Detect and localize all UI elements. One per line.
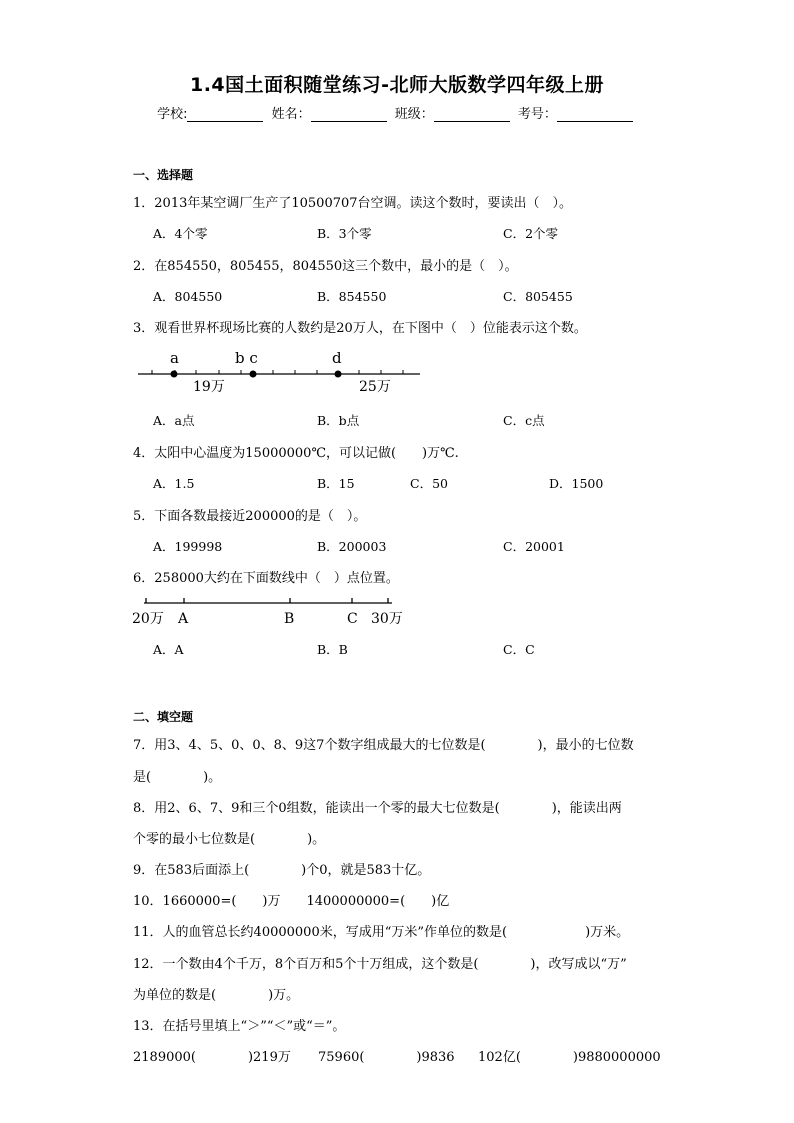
q3-option-b[interactable]: B．b点 (317, 413, 360, 428)
question-10: 10．1660000=( )万 1400000000=( )亿 (133, 894, 450, 909)
question-8-line2: 个零的最小七位数是( )。 (133, 832, 326, 847)
q2-option-c[interactable]: C．805455 (503, 289, 573, 304)
label-30wan: 30万 (371, 611, 403, 627)
question-9: 9．在583后面添上( )个0，就是583十亿。 (133, 863, 431, 878)
label-a: a (170, 349, 179, 367)
name-blank[interactable] (311, 108, 387, 122)
label-B: B (284, 611, 295, 627)
q6-option-a[interactable]: A．A (153, 642, 184, 657)
q4-option-c[interactable]: C．50 (410, 476, 448, 491)
q1-option-b[interactable]: B．3个零 (317, 226, 372, 241)
q5-option-a[interactable]: A．199998 (153, 539, 223, 554)
question-11: 11．人的血管总长约40000000米，写成用“万米”作单位的数是( )万米。 (133, 925, 630, 940)
label-20wan: 20万 (132, 611, 164, 627)
q1-option-a[interactable]: A．4个零 (153, 226, 208, 241)
label-C: C (347, 611, 358, 627)
label-d: d (332, 349, 342, 367)
q4-option-d[interactable]: D．1500 (549, 476, 604, 491)
exam-no-label: 考号： (517, 107, 557, 122)
q2-option-a[interactable]: A．804550 (153, 289, 223, 304)
q6-option-c[interactable]: C．C (503, 642, 535, 657)
q5-option-c[interactable]: C．20001 (503, 539, 565, 554)
class-label: 班级： (394, 107, 434, 122)
label-A: A (178, 611, 189, 627)
q4-option-b[interactable]: B．15 (317, 476, 355, 491)
question-4: 4．太阳中心温度为15000000℃，可以记做( )万℃. (133, 446, 459, 461)
school-blank[interactable] (187, 108, 263, 122)
section-heading-choice: 一、选择题 (133, 168, 194, 182)
question-2: 2．在854550，805455，804550这三个数中，最小的是（ ）。 (133, 259, 518, 274)
point-bc (250, 371, 257, 378)
q13-item-3: 102亿( )9880000000 (478, 1050, 661, 1065)
school-label: 学校: (157, 107, 188, 122)
exam-no-blank[interactable] (557, 108, 633, 122)
question-3: 3．观看世界杯现场比赛的人数约是20万人，在下图中（ ）位能表示这个数。 (133, 321, 587, 336)
label-25wan: 25万 (359, 379, 391, 395)
question-13: 13．在括号里填上“＞”“＜”或“＝”。 (133, 1019, 346, 1034)
q1-option-c[interactable]: C．2个零 (503, 226, 559, 241)
question-7-line2: 是( )。 (133, 770, 222, 785)
name-label: 姓名： (271, 107, 311, 122)
q2-option-b[interactable]: B．854550 (317, 289, 387, 304)
question-7-line1: 7．用3、4、5、0、0、8、9这7个数字组成最大的七位数是( )，最小的七位数 (133, 738, 634, 753)
q6-option-b[interactable]: B．B (317, 642, 348, 657)
q4-option-a[interactable]: A．1.5 (153, 476, 195, 491)
question-8-line1: 8．用2、6、7、9和三个0组数，能读出一个零的最大七位数是( )，能读出两 (133, 801, 622, 816)
student-info-line (0, 103, 794, 122)
question-12-line2: 为单位的数是( )万。 (133, 988, 300, 1003)
point-a (171, 371, 178, 378)
q13-item-2: 75960( )9836 (318, 1050, 455, 1065)
q3-option-c[interactable]: C．c点 (503, 413, 545, 428)
section-heading-fill: 二、填空题 (133, 710, 194, 724)
label-19wan: 19万 (193, 379, 225, 395)
class-blank[interactable] (434, 108, 510, 122)
q3-number-line (133, 345, 433, 397)
q13-item-1: 2189000( )219万 (133, 1050, 291, 1065)
point-d (335, 371, 342, 378)
q6-number-line (130, 594, 420, 632)
question-12-line1: 12．一个数由4个千万，8个百万和5个十万组成，这个数是( )，改写成以“万” (133, 957, 627, 972)
page-title: 1.4国土面积随堂练习-北师大版数学四年级上册 (189, 74, 605, 96)
question-1: 1．2013年某空调厂生产了10500707台空调。读这个数时，要读出（ ）。 (133, 196, 573, 211)
q3-option-a[interactable]: A．a点 (153, 413, 195, 428)
question-6: 6．258000大约在下面数线中（ ）点位置。 (133, 571, 399, 586)
question-5: 5．下面各数最接近200000的是（ ）。 (133, 509, 367, 524)
q5-option-b[interactable]: B．200003 (317, 539, 387, 554)
label-bc: b c (235, 349, 258, 367)
